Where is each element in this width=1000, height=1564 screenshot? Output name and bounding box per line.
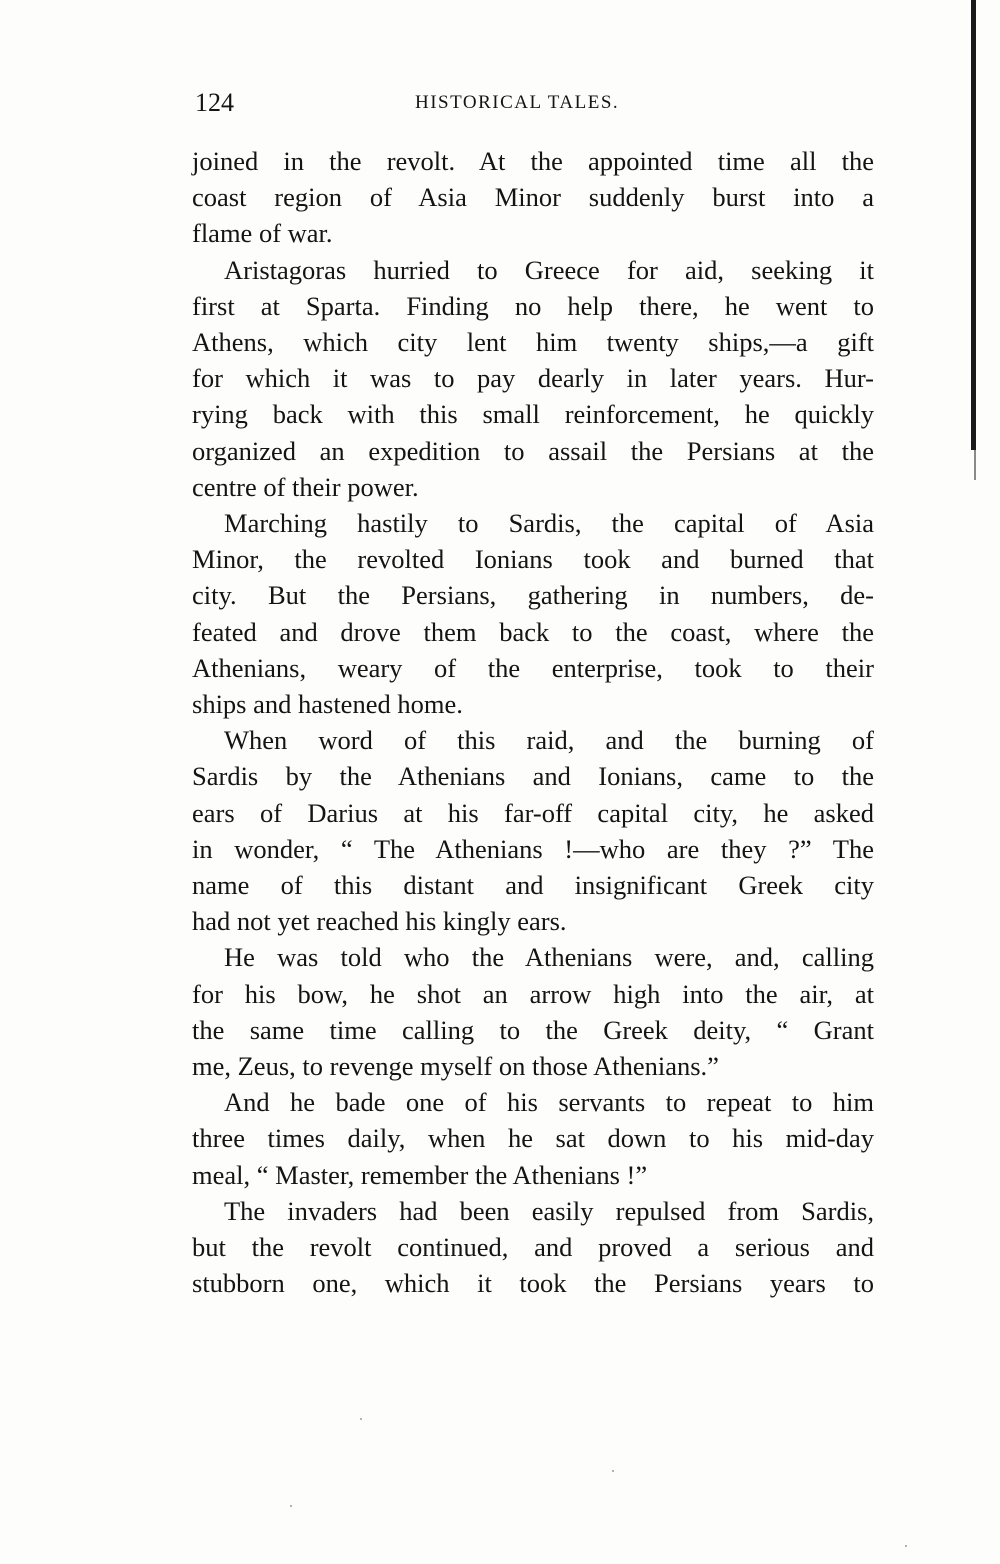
text-line: meal, “ Master, remember the Athenians !” xyxy=(192,1159,648,1190)
text-line: joined in the revolt. At the appointed time all the xyxy=(192,146,874,176)
page-edge-rule xyxy=(971,0,976,450)
paragraph xyxy=(192,252,874,505)
paragraph xyxy=(192,505,874,722)
text-line: flame of war. xyxy=(192,218,333,249)
text-line: Aristagoras hurried to Greece for aid, seeking it xyxy=(224,254,874,285)
paper-speck xyxy=(905,1545,907,1547)
text-line: organized an expedition to assail the Persians at the xyxy=(192,435,874,466)
paragraph xyxy=(192,939,874,1084)
text-line: He was told who the Athenians were, and, calling xyxy=(224,942,874,973)
text-line: stubborn one, which it took the Persians years to xyxy=(192,1268,874,1299)
text-line: coast region of Asia Minor suddenly burst into a xyxy=(192,182,874,213)
text-line: feated and drove them back to the coast, where the xyxy=(192,616,874,647)
text-line: for which it was to pay dearly in later years. Hur- xyxy=(192,363,874,394)
text-line: Minor, the revolted Ionians took and burned that xyxy=(192,544,874,575)
body-text xyxy=(192,143,874,1302)
text-line: centre of their power. xyxy=(192,471,419,502)
text-line: ears of Darius at his far-off capital city, he asked xyxy=(192,797,874,828)
text-line: first at Sparta. Finding no help there, he went to xyxy=(192,290,874,321)
text-line: city. But the Persians, gathering in numbers, de- xyxy=(192,580,874,611)
text-line: ships and hastened home. xyxy=(192,689,463,720)
text-line: When word of this raid, and the burning of xyxy=(224,725,874,756)
paper-speck xyxy=(612,1470,614,1472)
text-line: in wonder, “ The Athenians !—who are they ?” The xyxy=(192,833,874,864)
paper-speck xyxy=(290,1505,292,1507)
paragraph xyxy=(192,1193,874,1302)
text-line: me, Zeus, to revenge myself on those Athenians.” xyxy=(192,1051,719,1082)
paragraph xyxy=(192,143,874,252)
text-line: but the revolt continued, and proved a serious and xyxy=(192,1232,874,1263)
text-line: Sardis by the Athenians and Ionians, came to the xyxy=(192,761,874,792)
page-number: 124 xyxy=(195,88,234,117)
paragraph xyxy=(192,722,874,939)
text-line: the same time calling to the Greek deity, “ Grant xyxy=(192,1014,874,1045)
page-edge-rule-faint xyxy=(974,450,976,480)
text-line: Athens, which city lent him twenty ships,—a gift xyxy=(192,327,874,358)
text-line: name of this distant and insignificant Greek city xyxy=(192,870,874,901)
running-head xyxy=(195,86,875,120)
text-line: Marching hastily to Sardis, the capital of Asia xyxy=(224,508,874,539)
text-line: Athenians, weary of the enterprise, took to their xyxy=(192,652,874,683)
text-line: for his bow, he shot an arrow high into the air, at xyxy=(192,978,874,1009)
text-line: The invaders had been easily repulsed from Sardis, xyxy=(224,1195,874,1226)
text-line: three times daily, when he sat down to his mid-day xyxy=(192,1123,874,1154)
text-line: rying back with this small reinforcement, he quickly xyxy=(192,399,874,430)
paragraph xyxy=(192,1084,874,1193)
text-line: had not yet reached his kingly ears. xyxy=(192,906,567,937)
paper-speck xyxy=(360,1418,362,1420)
running-title: HISTORICAL TALES. xyxy=(415,92,620,113)
text-line: And he bade one of his servants to repeat to him xyxy=(224,1087,874,1118)
